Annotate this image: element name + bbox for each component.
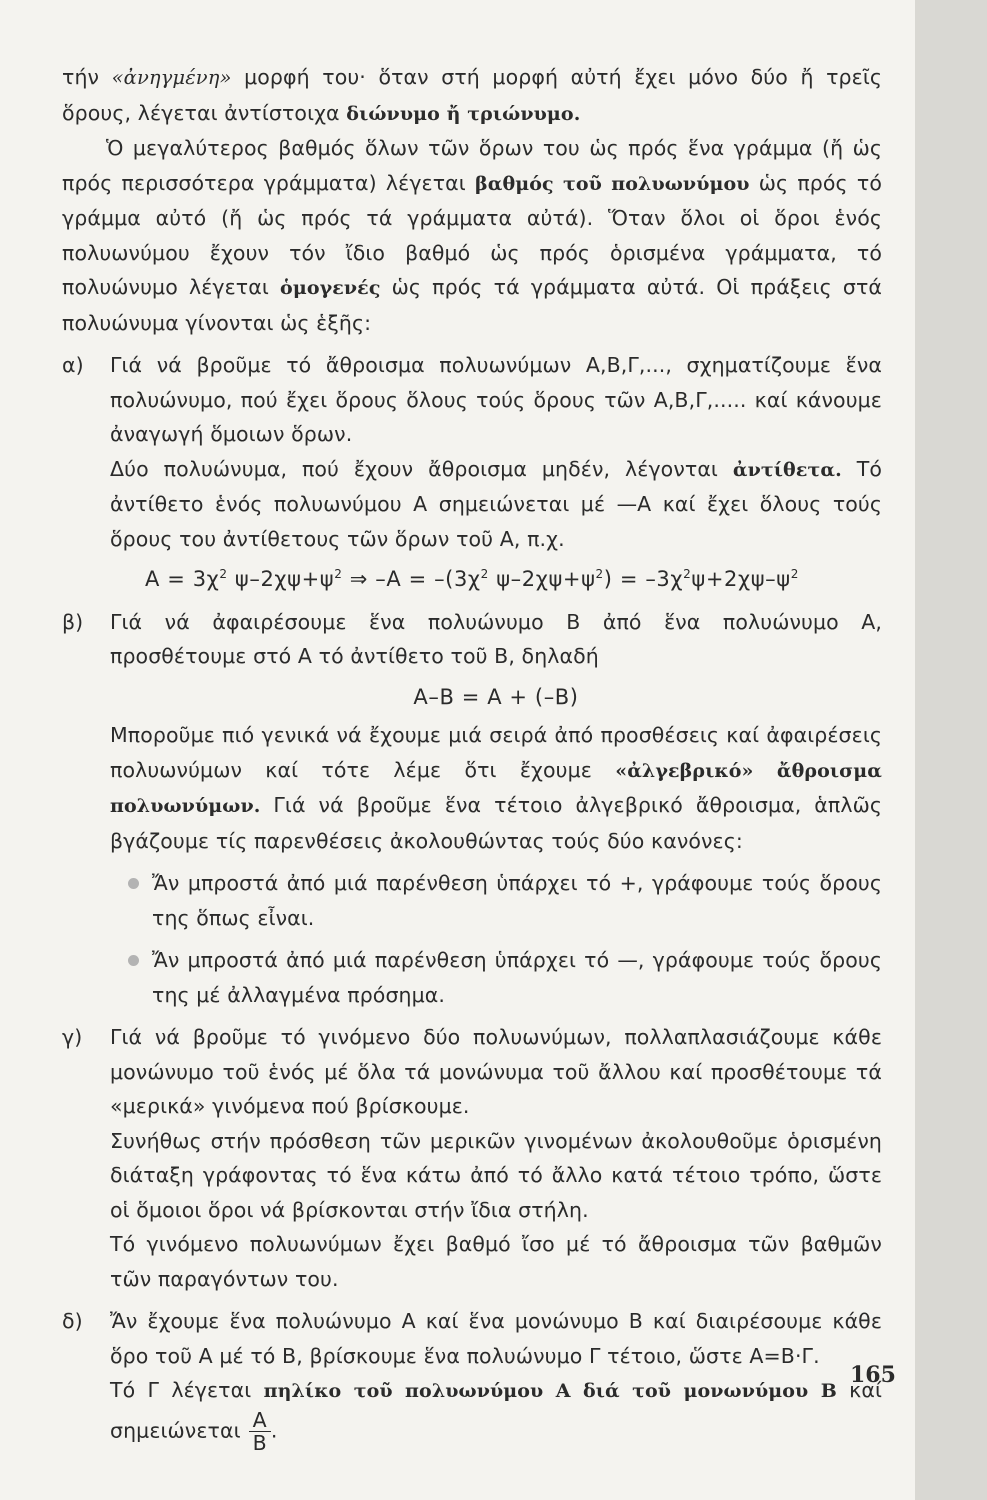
section-label: δ) (62, 1309, 83, 1333)
gamma-text: Γιά νά βροῦμε τό γινόμενο δύο πολυωνύμων, πολλαπλασιάζουμε κάθε μονώνυμο τοῦ ἑνός μέ ὅλα τά μονώνυμα τοῦ ἄλλου καί προσθέτουμε τά «μερικά» γινόμενα πού βρίσκουμε. (110, 1025, 882, 1118)
rule-plus: Ἄν μπροστά ἀπό μιά παρένθεση ὑπάρχει τό +, γράφουμε τούς ὅρους της ὅπως εἶναι. (110, 866, 882, 935)
section-label: γ) (62, 1025, 83, 1049)
section-delta (62, 1304, 882, 1454)
bullet-icon (128, 955, 139, 966)
gamma-arrangement-text: Συνήθως στήν πρόσθεση τῶν μερικῶν γινομένων ἀκολουθοῦμε ὁρισμένη διάταξη γράφοντας τό ἕνα κάτω ἀπό τό ἄλλο κατά τέτοιο τρόπο, ὥστε οἱ ὅμοιοι ὅροι νά βρίσκονται στήν ἴδια στήλη. (110, 1128, 882, 1222)
subtraction-formula: Α–Β = Α + (–Β) (413, 684, 579, 709)
degree-paragraph: Ὁ μεγαλύτερος βαθμός ὅλων τῶν ὅρων του ὡς πρός ἕνα γράμμα (ἤ ὡς πρός περισσότερα γράμματα) λέγεται βαθμός τοῦ πολυωνύμου ὡς πρός τό γράμμα αὐτό (ἤ ὡς πρός τά γράμματα αὐτά). Ὅταν ὅλοι οἱ ὅροι ἑνός πολυωνύμου ἔχουν τόν ἴδιο βαθμό ὡς πρός ὁρισμένα γράμματα, τό πολυώνυμο λέγεται ὁμογενές ὡς πρός τά γράμματα αὐτά. Οἱ πράξεις στά πολυώνυμα γίνονται ὡς ἑξῆς: (62, 136, 883, 335)
section-gamma (62, 1020, 882, 1296)
quotient-fraction: $\frac{A}{B}$ (249, 1409, 271, 1454)
alpha-text: Γιά νά βροῦμε τό ἄθροισμα πολυωνύμων Α,Β,Γ,..., σχηματίζουμε ἕνα πολυώνυμο, πού ἔχει ὅρους ὅλους τούς ὅρους τῶν Α,Β,Γ,..... καί κάνουμε ἀναγωγή ὅμοιων ὅρων. (110, 353, 882, 446)
alpha-opposite-text: Δύο πολυώνυμα, πού ἔχουν ἄθροισμα μηδέν, λέγονται ἀντίθετα. Τό ἀντίθετο ἑνός πολυωνύμου Α σημειώνεται μέ —Α καί ἔχει ὅλους τούς ὅρους του ἀντίθετους τῶν ὅρων τοῦ Α, π.χ. (110, 456, 882, 551)
section-beta (62, 605, 882, 1013)
intro-paragraph: τήν «ἀνηγμένη» μορφή του· ὅταν στή μορφή αὐτή ἔχει μόνο δύο ἤ τρεῖς ὅρους, λέγεται ἀντίστοιχα διώνυμο ἤ τριώνυμο. (62, 65, 883, 125)
algebraic-sum-text: Μποροῦμε πιό γενικά νά ἔχουμε μιά σειρά ἀπό προσθέσεις καί ἀφαιρέσεις πολυωνύμων καί τότε λέμε ὅτι ἔχουμε «ἀλγεβρικό» ἄθροισμα πολυωνύμων. Γιά νά βροῦμε ἕνα τέτοιο ἀλγεβρικό ἄθροισμα, ἁπλῶς βγάζουμε τίς παρενθέσεις ἀκολουθώντας τούς δύο κανόνες: (110, 723, 882, 853)
page-content (62, 60, 882, 1454)
delta-text: Ἄν ἔχουμε ἕνα πολυώνυμο Α καί ἕνα μονώνυμο Β καί διαιρέσουμε κάθε ὅρο τοῦ Α μέ τό Β, βρίσκουμε ἕνα πολυώνυμο Γ τέτοιο, ὥστε Α=Β·Γ. (110, 1309, 882, 1368)
bullet-icon (128, 878, 139, 889)
beta-text: Γιά νά ἀφαιρέσουμε ἕνα πολυώνυμο Β ἀπό ἕνα πολυώνυμο Α, προσθέτουμε στό Α τό ἀντίθετο τοῦ Β, δηλαδή (110, 609, 882, 668)
gamma-degree-text: Τό γινόμενο πολυωνύμων ἔχει βαθμό ἴσο μέ τό ἄθροισμα τῶν βαθμῶν τῶν παραγόντων του. (110, 1232, 882, 1291)
section-alpha (62, 348, 882, 556)
rule-minus: Ἄν μπροστά ἀπό μιά παρένθεση ὑπάρχει τό —, γράφουμε τούς ὅρους της μέ ἀλλαγμένα πρόσημα. (110, 943, 882, 1012)
opposite-formula: $A = 3\chi^2$ $\psi-2\chi\psi+\psi^2$ ⇒ $-A = -(3\chi^2$ $\psi-2\chi\psi+\psi^2) = -3\chi^2\psi+2\chi\psi-\psi^2$ (144, 567, 799, 591)
section-label: α) (62, 353, 84, 377)
page-number: 165 (850, 1362, 896, 1388)
quotient-text: Τό Γ λέγεται πηλίκο τοῦ πολυωνύμου Α διά τοῦ μονωνύμου Β καί σημειώνεται $\frac{A}{B}$ . (110, 1378, 883, 1455)
section-label: β) (62, 609, 84, 634)
page-edge (915, 0, 987, 1500)
